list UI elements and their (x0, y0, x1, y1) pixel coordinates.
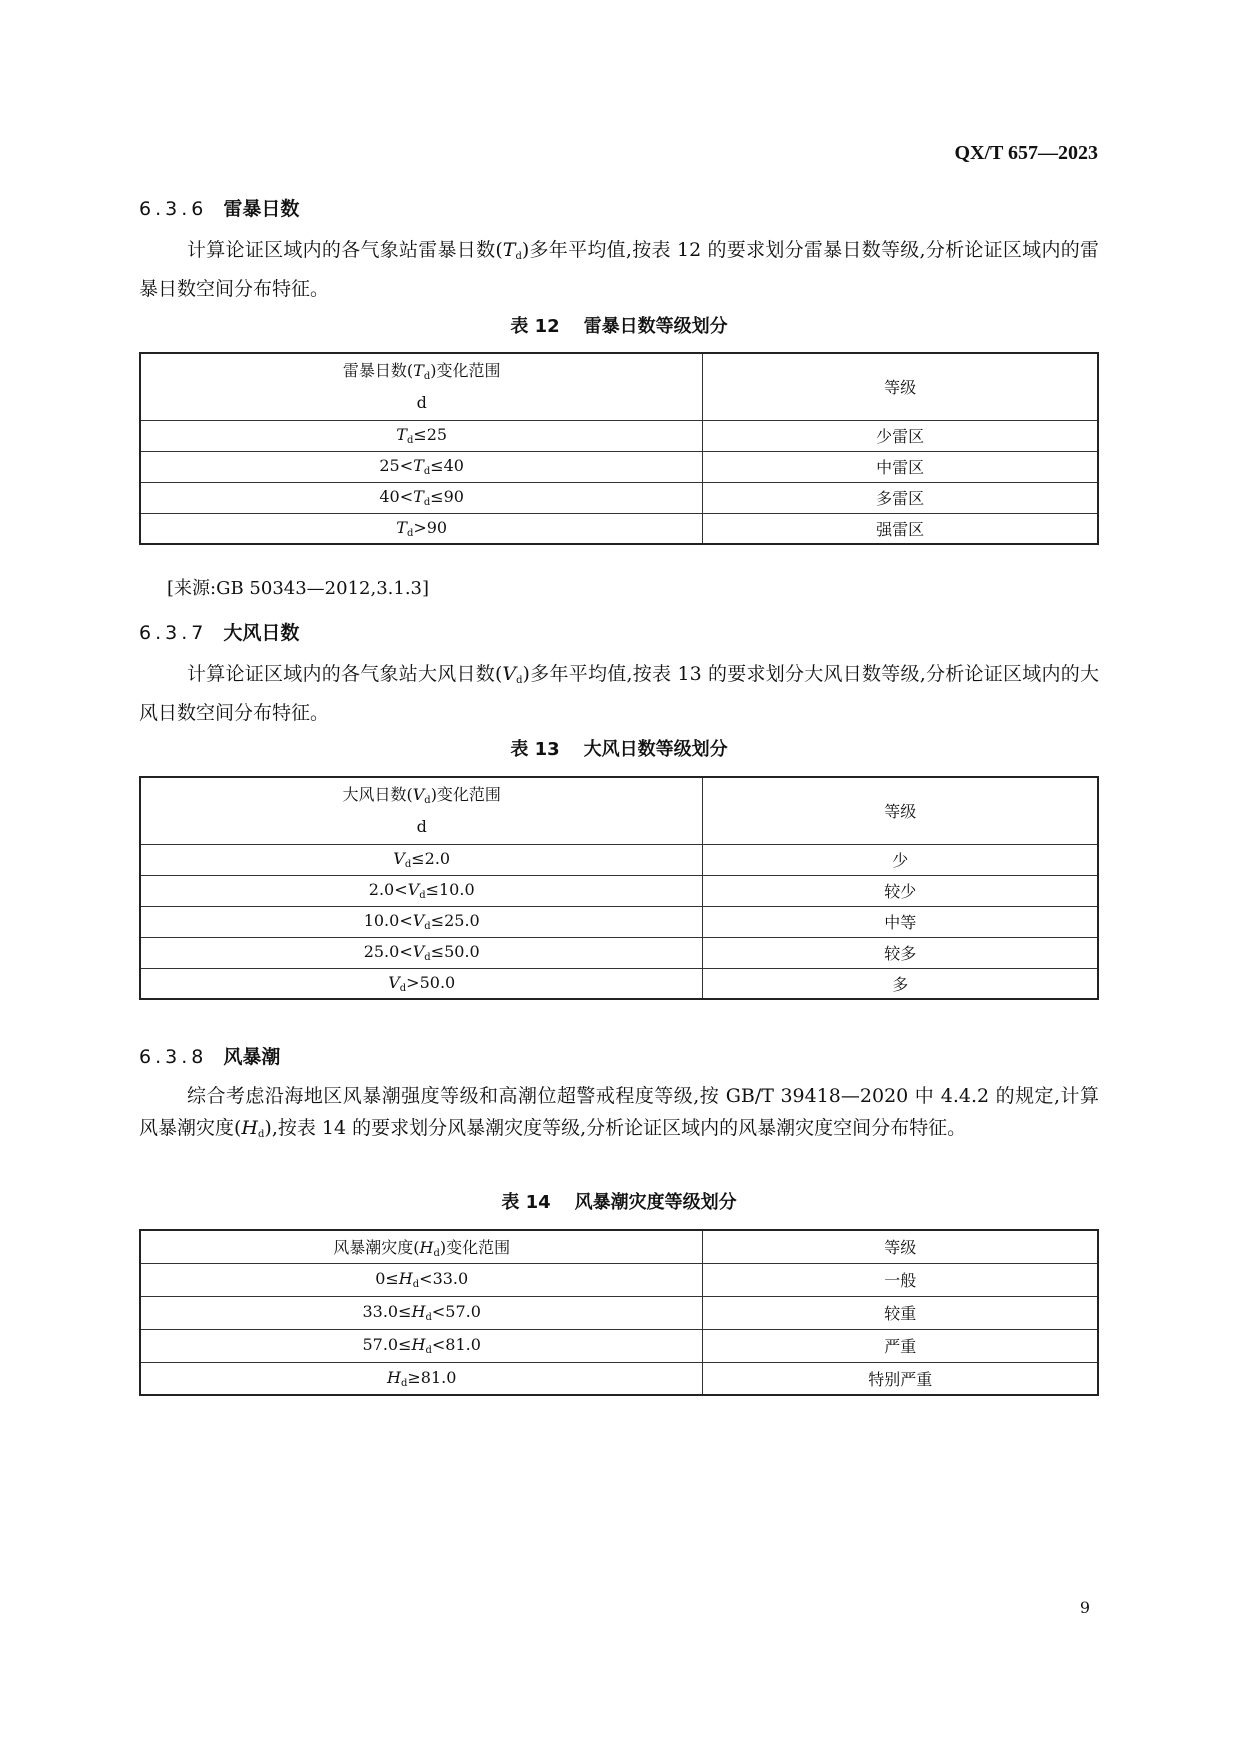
paragraph-6-3-6 (139, 234, 1099, 305)
table-12-thunderstorm-days (139, 352, 1099, 545)
table-row (140, 906, 1098, 937)
section-heading-6-3-6 (139, 194, 299, 221)
table-header-row (140, 777, 1098, 844)
grade-cell: 特别严重 (703, 1362, 1098, 1395)
table-number: 表 12 (510, 316, 560, 337)
grade-cell: 少 (703, 844, 1098, 875)
subscript: d (516, 675, 523, 686)
table-caption-12 (139, 312, 1099, 338)
table-header-row (140, 353, 1098, 420)
table-row (140, 937, 1098, 968)
grade-cell: 中雷区 (703, 451, 1098, 482)
grade-cell: 严重 (703, 1329, 1098, 1362)
grade-cell: 多雷区 (703, 482, 1098, 513)
section-title: 风暴潮 (223, 1046, 281, 1068)
column-header-grade: 等级 (703, 353, 1098, 420)
range-cell: $V_d\le 2.0$ (140, 844, 703, 875)
table-row (140, 1362, 1098, 1395)
range-cell: $0\le H_d<33.0$ (140, 1263, 703, 1296)
range-cell: $25<T_d\le 40$ (140, 451, 703, 482)
table-row (140, 968, 1098, 999)
variable: T (502, 239, 516, 261)
range-cell: $T_d\le 25$ (140, 420, 703, 451)
table-title: 雷暴日数等级划分 (583, 316, 728, 337)
subscript: d (515, 251, 522, 262)
table-number: 表 13 (510, 739, 560, 760)
range-cell: $H_d\ge 81.0$ (140, 1362, 703, 1395)
text: 计算论证区域内的各气象站雷暴日数( (187, 239, 503, 261)
column-header-range: 大风日数$(V_d)$变化范围 d (140, 777, 703, 844)
table-row (140, 1263, 1098, 1296)
grade-cell: 多 (703, 968, 1098, 999)
column-header-range: 风暴潮灾度$(H_d)$变化范围 (140, 1230, 703, 1263)
variable: H (241, 1117, 258, 1139)
grade-cell: 较重 (703, 1296, 1098, 1329)
table-row (140, 1329, 1098, 1362)
grade-cell: 较少 (703, 875, 1098, 906)
text: 综合考虑沿海地区风暴潮强度等级和高潮位超警戒程度等级,按 GB/T 39418—2020 中 4.4.2 的规定,计算风暴潮灾度( (139, 1085, 1099, 1139)
section-number: 6.3.7 (139, 622, 208, 644)
range-cell: $T_d>90$ (140, 513, 703, 544)
column-header-grade: 等级 (703, 777, 1098, 844)
source-note: [来源:GB 50343—2012,3.1.3] (167, 578, 430, 599)
range-cell: $57.0\le H_d<81.0$ (140, 1329, 703, 1362)
page-number: 9 (1079, 1598, 1090, 1617)
range-cell: $40<T_d\le 90$ (140, 482, 703, 513)
standard-code: QX/T 657—2023 (954, 142, 1098, 164)
subscript: d (258, 1129, 265, 1140)
table-row (140, 513, 1098, 544)
table-title: 风暴潮灾度等级划分 (574, 1192, 737, 1213)
grade-cell: 中等 (703, 906, 1098, 937)
paragraph-6-3-7 (139, 658, 1099, 729)
table-14-storm-surge (139, 1229, 1099, 1396)
text: )多年平均值,按表 13 的要求划分大风日数等级,分析论证区域内的大风日数空间分布特征。 (139, 663, 1100, 724)
table-caption-13 (139, 735, 1099, 761)
table-header-row (140, 1230, 1098, 1263)
grade-cell: 少雷区 (703, 420, 1098, 451)
grade-cell: 较多 (703, 937, 1098, 968)
variable: V (502, 663, 517, 685)
paragraph-6-3-8 (139, 1080, 1099, 1151)
table-number: 表 14 (501, 1192, 551, 1213)
section-heading-6-3-7 (139, 618, 299, 645)
section-title: 大风日数 (223, 622, 300, 644)
range-cell: $V_d>50.0$ (140, 968, 703, 999)
table-caption-14 (139, 1188, 1099, 1214)
range-cell: $25.0<V_d\le 50.0$ (140, 937, 703, 968)
table-row (140, 451, 1098, 482)
range-cell: $2.0<V_d\le 10.0$ (140, 875, 703, 906)
column-header-range: 雷暴日数$(T_d)$变化范围 d (140, 353, 703, 420)
section-number: 6.3.6 (139, 198, 208, 220)
table-row (140, 1296, 1098, 1329)
section-heading-6-3-8 (139, 1042, 280, 1069)
section-title: 雷暴日数 (223, 198, 300, 220)
text: )多年平均值,按表 12 的要求划分雷暴日数等级,分析论证区域内的雷暴日数空间分布特征。 (139, 239, 1099, 300)
table-row (140, 875, 1098, 906)
table-row (140, 420, 1098, 451)
range-cell: $33.0\le H_d<57.0$ (140, 1296, 703, 1329)
text: ),按表 14 的要求划分风暴潮灾度等级,分析论证区域内的风暴潮灾度空间分布特征。 (264, 1117, 967, 1139)
table-13-gale-days (139, 776, 1099, 1000)
text: 计算论证区域内的各气象站大风日数( (187, 663, 503, 685)
column-header-grade: 等级 (703, 1230, 1098, 1263)
unit-label: d (416, 392, 427, 412)
range-cell: $10.0<V_d\le 25.0$ (140, 906, 703, 937)
grade-cell: 一般 (703, 1263, 1098, 1296)
grade-cell: 强雷区 (703, 513, 1098, 544)
table-title: 大风日数等级划分 (583, 739, 728, 760)
table-row (140, 844, 1098, 875)
section-number: 6.3.8 (139, 1046, 208, 1068)
unit-label: d (416, 816, 427, 836)
table-row (140, 482, 1098, 513)
